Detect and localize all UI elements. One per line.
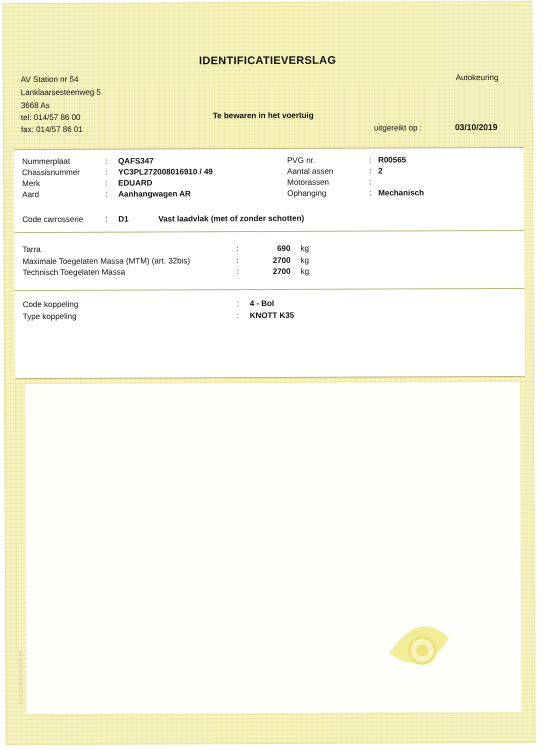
motor-axles-label: Motorassen	[287, 177, 329, 187]
station-tel: tel: 014/57 86 00	[20, 112, 81, 123]
suspension-value: Mechanisch	[378, 188, 425, 198]
station-street: Lanklaarsesteenweg 5	[20, 87, 101, 98]
colon: :	[105, 178, 108, 188]
tare-value: 690	[277, 243, 291, 253]
mtm-label: Maximale Toegelaten Massa (MTM) (art. 32bis)	[22, 256, 190, 267]
colon: :	[369, 166, 372, 176]
colon: :	[369, 188, 372, 198]
body-code-desc: Vast laadvlak (met of zonder schotten)	[158, 213, 305, 224]
station-fax: fax: 014/57 86 01	[20, 124, 83, 135]
issued-date: 03/10/2019	[454, 122, 498, 133]
colon: :	[105, 167, 108, 177]
type-label: Aard	[22, 190, 40, 200]
suspension-label: Ophanging	[287, 188, 327, 198]
colon: :	[236, 244, 239, 254]
coupling-code-label: Code koppeling	[22, 299, 79, 310]
colon: :	[236, 299, 239, 309]
coupling-type-value: KNOTT K35	[249, 310, 295, 321]
issued-label: uitgereikt op :	[373, 123, 422, 133]
plate-value: QAFS347	[118, 156, 154, 166]
type-value: Aanhangwagen AR	[118, 189, 191, 199]
chassis-label: Chassisnummer	[22, 167, 80, 178]
station-name: AV Station nr 54	[20, 74, 79, 85]
pvg-label: PVG nr.	[287, 155, 316, 165]
make-label: Merk	[22, 178, 40, 189]
side-print-strip: ▯▯▯▯▯▯▯▯▯	[17, 650, 24, 705]
document-title: IDENTIFICATIEVERSLAG	[199, 54, 337, 68]
main-panel	[14, 147, 525, 379]
station-city: 3668 As	[20, 100, 50, 111]
unit-kg: kg	[300, 266, 310, 276]
body-code-value: D1	[118, 214, 129, 224]
colon: :	[105, 156, 108, 166]
keep-notice: Te bewaren in het voertuig	[212, 110, 314, 121]
plate-label: Nummerplaat	[22, 156, 71, 167]
colon: :	[236, 256, 239, 266]
colon: :	[236, 311, 240, 321]
mtm-value: 2700	[272, 255, 291, 265]
issuer-label: Autokeuring	[455, 72, 499, 83]
divider	[15, 288, 525, 291]
eye-logo-icon	[384, 598, 454, 678]
make-value: EDUARD	[118, 178, 153, 188]
tare-label: Tarra	[22, 244, 41, 255]
divider	[14, 230, 524, 233]
technical-value: 2700	[272, 266, 291, 276]
unit-kg: kg	[300, 243, 309, 253]
unit-kg: kg	[300, 255, 309, 265]
document-sheet	[3, 2, 534, 744]
colon: :	[236, 267, 239, 277]
axles-value: 2	[378, 166, 383, 176]
coupling-code-value: 4 - Bol	[249, 298, 275, 309]
colon: :	[105, 189, 108, 199]
colon: :	[369, 155, 372, 165]
pvg-value: R00565	[378, 155, 407, 165]
divider-top	[14, 147, 524, 150]
technical-label: Technisch Toegelaten Massa	[22, 267, 126, 278]
divider-bottom	[15, 376, 525, 379]
chassis-value: YC3PL272008016910 / 49	[118, 167, 213, 177]
coupling-type-label: Type koppeling	[22, 311, 77, 322]
colon: :	[369, 177, 372, 187]
axles-label: Aantal assen	[287, 166, 334, 176]
colon: :	[105, 214, 108, 224]
body-code-label: Code carrosserie	[22, 214, 84, 225]
